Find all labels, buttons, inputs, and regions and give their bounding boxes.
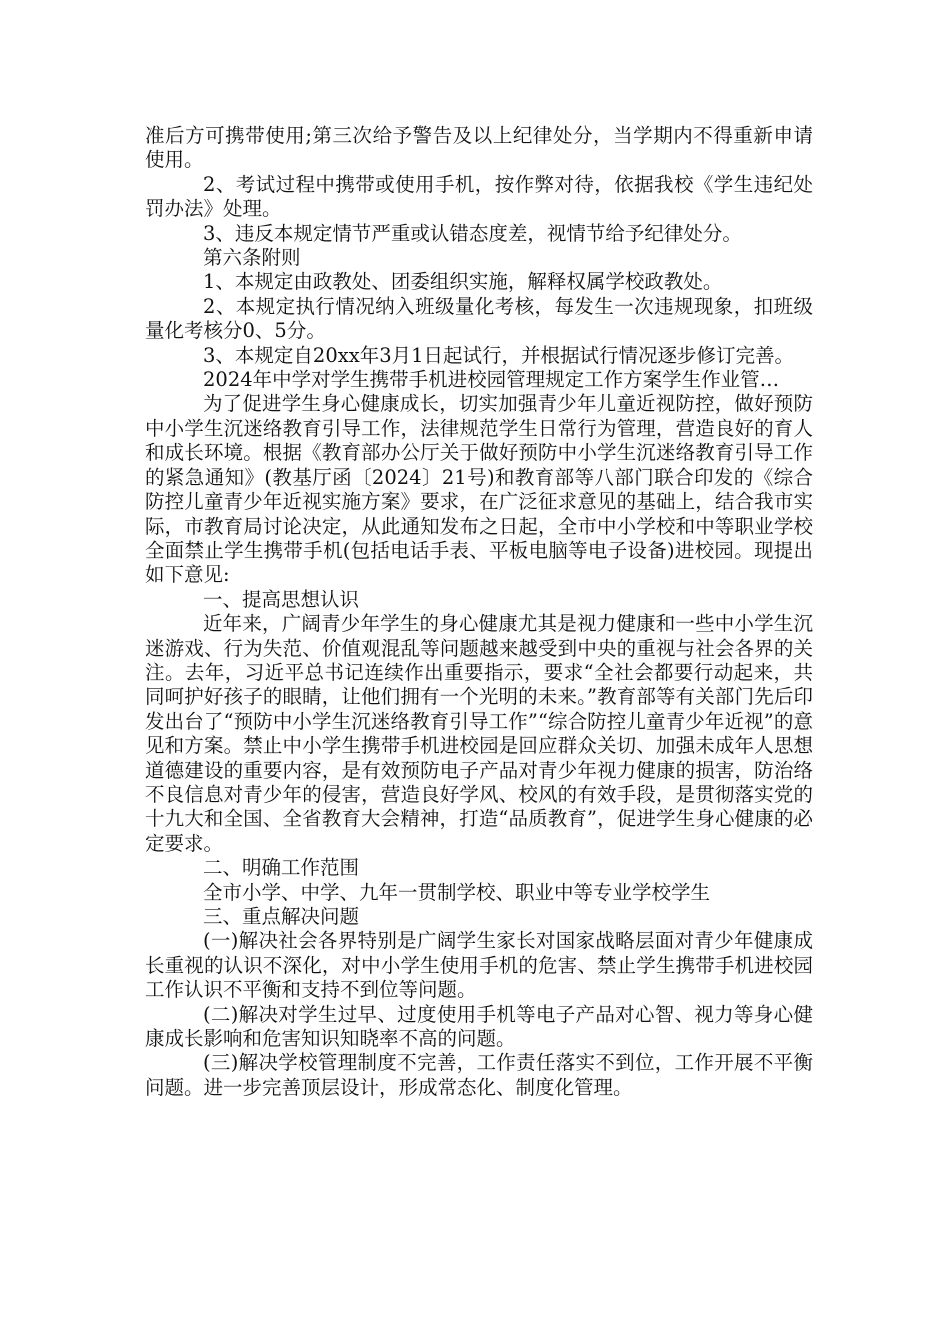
paragraph-6: 2、本规定执行情况纳入班级量化考核，每发生一次违规现象，扣班级量化考核分0、5分。 bbox=[145, 294, 813, 343]
section-heading-2: 二、明确工作范围 bbox=[203, 856, 360, 880]
paragraph-intro: 为了促进学生身心健康成长，切实加强青少年儿童近视防控，做好预防中小学生沉迷络教育引导工作，法律规范学生日常行为管理，营造良好的育人和成长环境。根据《教育部办公厅关于做好预防中小学生沉迷络教育引导工作的紧急通知》(教基厅函〔2024〕21号)和教育部等八部门联合印发的《综合防控儿童青少年近视实施方案》要求，在广泛征求意见的基础上，结合我市实际，市教育局讨论决定，从此通知发布之日起，全市中小学校和中等职业学校全面禁止学生携带手机(包括电话手表、平板电脑等电子设备)进校园。现提出如下意见: bbox=[145, 392, 813, 587]
paragraph-section-1: 近年来，广阔青少年学生的身心健康尤其是视力健康和一些中小学生沉迷游戏、行为失范、价值观混乱等问题越来越受到中央的重视与社会各界的关注。去年，习近平总书记连续作出重要指示，要求“全社会都要行动起来，共同呵护好孩子的眼睛，让他们拥有一个光明的未来。”教育部等有关部门先后印发出台了“预防中小学生沉迷络教育引导工作”“综合防控儿童青少年近视”的意见和方案。禁止中小学生携带手机进校园是回应群众关切、加强未成年人思想道德建设的重要内容，是有效预防电子产品对青少年视力健康的损害，防治络不良信息对青少年的侵害，营造良好学风、校风的有效手段，是贯彻落实党的十九大和全国、全省教育大会精神，打造“品质教育”，促进学生身心健康的必定要求。 bbox=[145, 612, 813, 855]
paragraph-section-3-item-3: (三)解决学校管理制度不完善，工作责任落实不到位，工作开展不平衡问题。进一步完善顶层设计，形成常态化、制度化管理。 bbox=[145, 1051, 813, 1099]
paragraph-7: 3、本规定自20xx年3月1日起试行，并根据试行情况逐步修订完善。 bbox=[203, 343, 795, 367]
section-heading-article-6: 第六条附则 bbox=[203, 246, 301, 270]
document-body bbox=[145, 124, 813, 1100]
paragraph-2: 2、考试过程中携带或使用手机，按作弊对待，依据我校《学生违纪处罚办法》处理。 bbox=[145, 172, 813, 221]
paragraph-section-3-item-2: (二)解决对学生过早、过度使用手机等电子产品对心智、视力等身心健康成长影响和危害知识知晓率不高的问题。 bbox=[145, 1002, 813, 1051]
section-heading-3: 三、重点解决问题 bbox=[203, 905, 360, 928]
section-heading-1: 一、提高思想认识 bbox=[203, 587, 360, 611]
paragraph-3: 3、违反本规定情节严重或认错态度差，视情节给予纪律处分。 bbox=[203, 221, 742, 245]
paragraph-5: 1、本规定由政教处、团委组织实施，解释权属学校政教处。 bbox=[203, 270, 723, 294]
paragraph-section-2: 全市小学、中学、九年一贯制学校、职业中等专业学校学生 bbox=[203, 880, 711, 904]
paragraph-section-3-item-1: (一)解决社会各界特别是广阔学生家长对国家战略层面对青少年健康成长重视的认识不深化，对中小学生使用手机的危害、禁止学生携带手机进校园工作认识不平衡和支持不到位等问题。 bbox=[145, 929, 813, 1002]
document-title: 2024年中学对学生携带手机进校园管理规定工作方案学生作业管… bbox=[203, 368, 780, 392]
paragraph-1: 准后方可携带使用;第三次给予警告及以上纪律处分，当学期内不得重新申请使用。 bbox=[145, 124, 813, 172]
